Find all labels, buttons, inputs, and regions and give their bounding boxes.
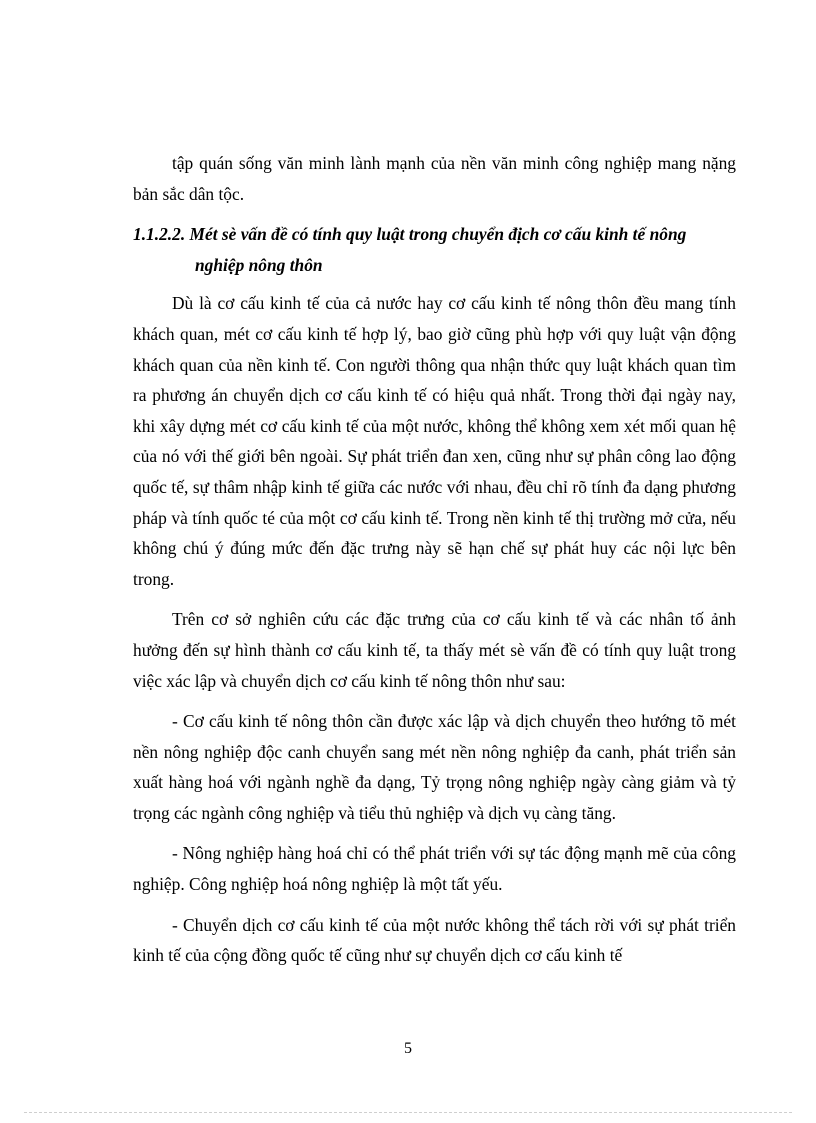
intro-paragraph: tập quán sống văn minh lành mạnh của nền văn minh công nghiệp mang nặng bản sắc dân tộc.	[133, 153, 736, 204]
page-content	[133, 148, 736, 971]
section-heading-line1: 1.1.2.2. Mét sè vấn đề có tính quy luật trong chuyển địch cơ cấu kinh tế nông	[133, 224, 687, 245]
page-bottom-divider	[24, 1112, 792, 1113]
bullet-paragraph-1: - Cơ cấu kinh tế nông thôn cần được xác lập và dịch chuyển theo hướng tõ mét nền nông nghiệp độc canh chuyển sang mét nền nông nghiệp đa canh, phát triển sản xuất hàng hoá với ngành nghề đa dạng, Tỷ trọng nông nghiệp ngày càng giảm và tỷ trọng các ngành công nghiệp và tiểu thủ nghiệp và dịch vụ càng tăng.	[133, 711, 736, 823]
bullet-paragraph-2: - Nông nghiệp hàng hoá chỉ có thể phát triển với sự tác động mạnh mẽ của công nghiệp. Công nghiệp hoá nông nghiệp là một tất yếu.	[133, 843, 736, 895]
page-number: 5	[404, 1040, 412, 1057]
section-heading	[133, 219, 736, 280]
body-paragraph-2: Trên cơ sở nghiên cứu các đặc trưng của cơ cấu kinh tế và các nhân tố ảnh hưởng đến sự hình thành cơ cấu kinh tế, ta thấy mét sè vấn đề có tính quy luật trong việc xác lập và chuyển dịch cơ cấu kinh tế nông thôn như sau:	[133, 609, 736, 691]
section-heading-line2: nghiệp nông thôn	[195, 254, 323, 275]
bullet-paragraph-3: - Chuyển dịch cơ cấu kinh tế của một nước không thể tách rời với sự phát triển kinh tế của cộng đồng quốc tế cũng như sự chuyển dịch cơ cấu kinh tế	[133, 914, 736, 966]
body-paragraph-1: Dù là cơ cấu kinh tế của cả nước hay cơ cấu kinh tế nông thôn đều mang tính khách quan, mét cơ cấu kinh tế hợp lý, bao giờ cũng phù hợp với quy luật vận động khách quan của nền kinh tế. Con người thông qua nhận thức quy luật khách quan tìm ra phương án chuyển dịch cơ cấu kinh tế có hiệu quả nhất. Trong thời đại ngày nay, khi xây dựng mét cơ cấu kinh tế của một nước, không thể không xem xét mối quan hệ của nó với thế giới bên ngoài. Sự phát triển đan xen, cũng như sự phân công lao động quốc tế, sự thâm nhập kinh tế giữa các nước với nhau, đều chỉ rõ tính đa dạng phương pháp và tính quốc té của một cơ cấu kinh tế. Trong nền kinh tế thị trường mở cửa, nếu không chú ý đúng mức đến đặc trưng này sẽ hạn chế sự phát huy các nội lực bên trong.	[133, 293, 736, 589]
